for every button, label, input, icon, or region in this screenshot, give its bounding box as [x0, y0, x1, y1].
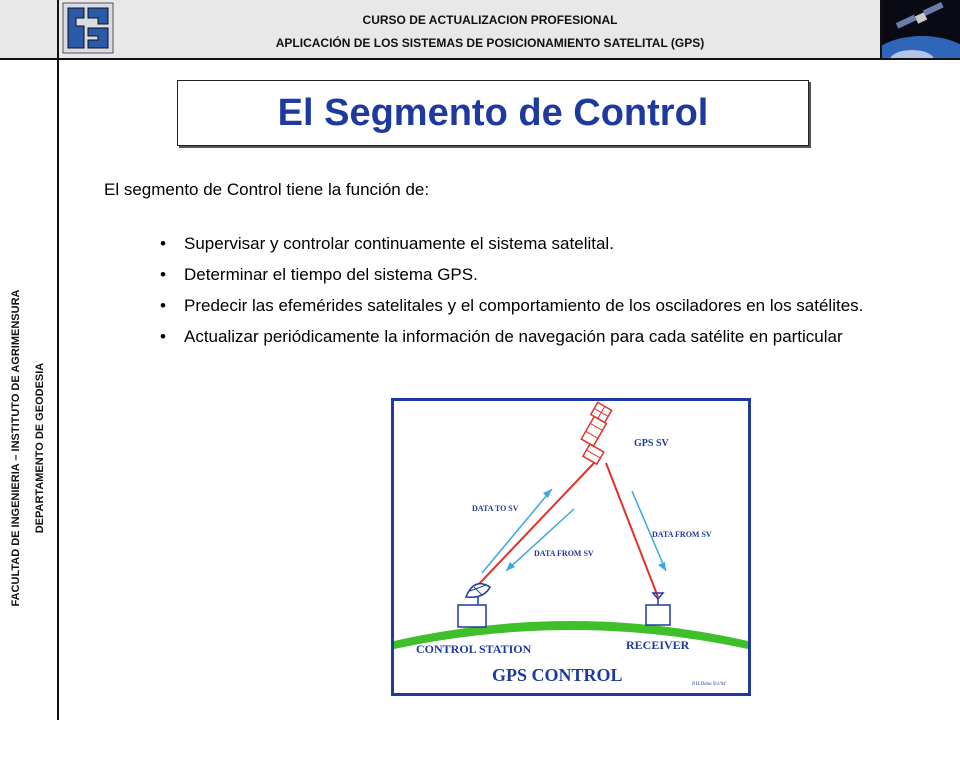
- title-box: [177, 80, 809, 146]
- data-to-sv-arrowhead: [543, 489, 552, 498]
- institution-label: [4, 123, 52, 773]
- downlink-signal: [606, 463, 658, 597]
- satellite-earth-image-icon: [882, 0, 960, 58]
- receiver-box: [646, 605, 670, 625]
- faculty-label: FACULTAD DE INGENIERIA – INSTITUTO DE AGRIMENSURA: [10, 289, 22, 607]
- gps-satellite-icon: [571, 402, 624, 464]
- data-from-sv-left-arrow: [506, 509, 574, 571]
- control-station-label: CONTROL STATION: [416, 642, 532, 656]
- university-logo-icon: [62, 2, 114, 54]
- slide-title: El Segmento de Control: [277, 91, 709, 134]
- list-item: • Actualizar periódicamente la información de navegación para cada satélite en particular: [160, 326, 906, 348]
- gps-control-diagram: [391, 398, 751, 696]
- diagram-canvas: [394, 401, 748, 693]
- data-from-sv-right-arrowhead: [658, 562, 666, 571]
- gps-control-label: GPS CONTROL: [492, 665, 623, 685]
- signature-mark: P.H.Dana 9/1/94: [692, 682, 726, 687]
- satellite-dish-icon: [466, 584, 490, 605]
- course-subtitle: APLICACIÓN DE LOS SISTEMAS DE POSICIONAMIENTO SATELITAL (GPS): [275, 36, 705, 50]
- data-to-sv-label: DATA TO SV: [472, 504, 519, 513]
- course-header: [200, 9, 780, 55]
- list-item: • Supervisar y controlar continuamente el sistema satelital.: [160, 233, 906, 255]
- data-from-sv-right-label: DATA FROM SV: [652, 530, 712, 539]
- receiver-label: RECEIVER: [626, 638, 690, 652]
- intro-text: El segmento de Control tiene la función de:: [104, 180, 430, 199]
- control-station-building: [458, 605, 486, 627]
- header-bar: [0, 0, 960, 60]
- header-corner-cell: [0, 0, 59, 58]
- uplink-signal: [479, 463, 594, 584]
- list-item: • Determinar el tiempo del sistema GPS.: [160, 264, 906, 286]
- data-from-sv-left-label: DATA FROM SV: [534, 549, 594, 558]
- department-label: DEPARTAMENTO DE GEODESIA: [34, 362, 46, 534]
- list-item: • Predecir las efemérides satelitales y el comportamiento de los osciladores en los satélites.: [160, 295, 906, 317]
- course-title: CURSO DE ACTUALIZACION PROFESIONAL: [362, 13, 618, 27]
- header-image-cell: [880, 0, 960, 58]
- function-list: [160, 233, 906, 357]
- sidebar: [0, 58, 59, 720]
- gps-sv-label: GPS SV: [634, 438, 669, 449]
